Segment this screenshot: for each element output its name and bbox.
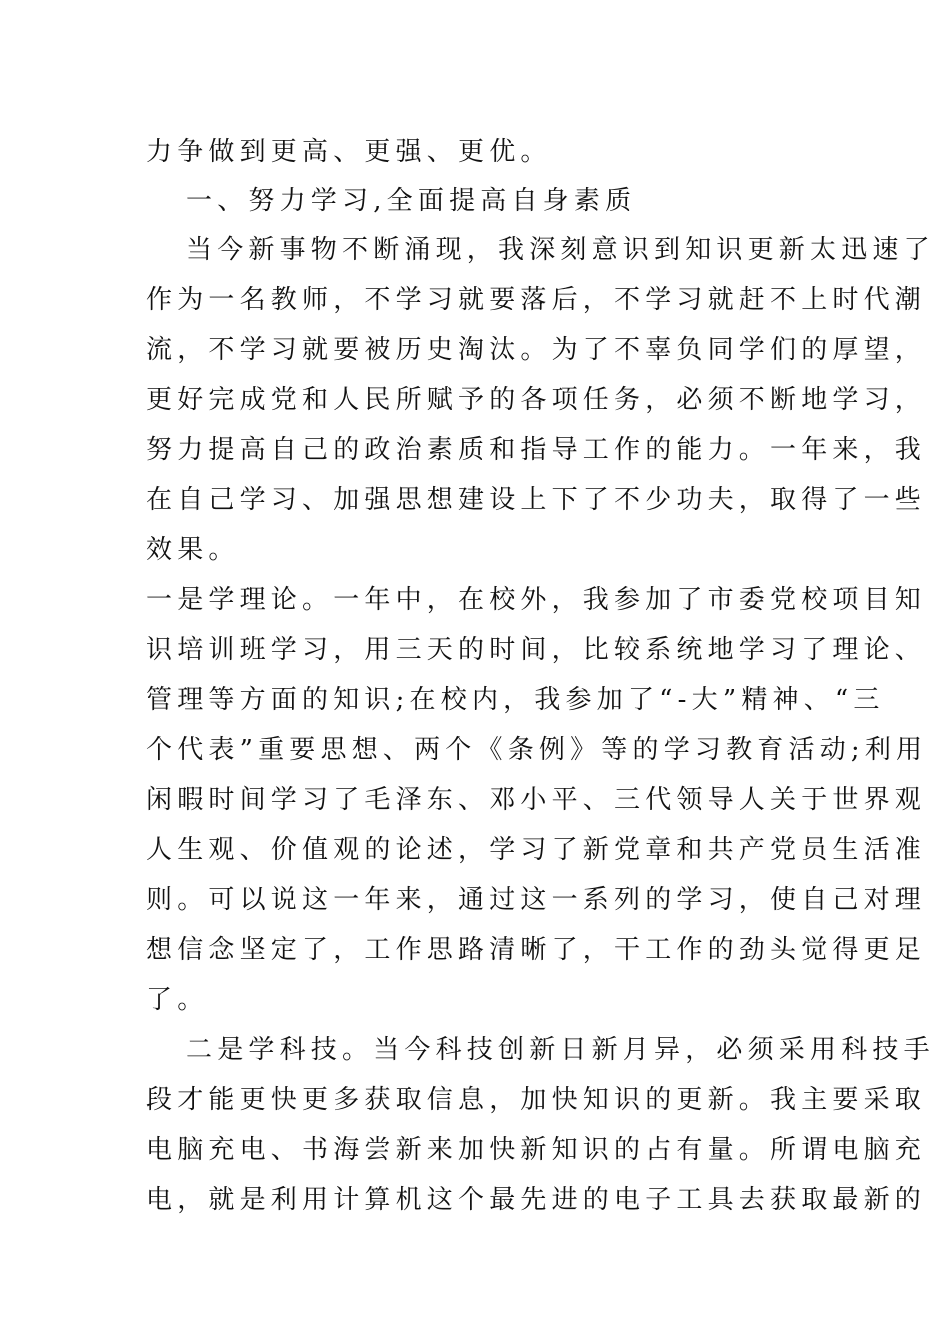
- text-line-8: 在自己学习、加强思想建设上下了不少功夫，取得了一些: [146, 485, 927, 515]
- text-line-20: 段才能更快更多获取信息，加快知识的更新。我主要采取: [146, 1085, 927, 1115]
- text-line-17: 想信念坚定了，工作思路清晰了，干工作的劲头觉得更足: [146, 935, 927, 965]
- text-line-15: 人生观、价值观的论述，学习了新党章和共产党员生活准: [146, 835, 927, 865]
- text-line-21: 电脑充电、书海尝新来加快新知识的占有量。所谓电脑充: [146, 1135, 927, 1165]
- text-line-14: 闲暇时间学习了毛泽东、邓小平、三代领导人关于世界观: [146, 785, 927, 815]
- text-line-11: 识培训班学习，用三天的时间，比较系统地学习了理论、: [146, 635, 927, 665]
- text-line-3: 当今新事物不断涌现，我深刻意识到知识更新太迅速了: [186, 235, 935, 265]
- text-line-18: 了。: [146, 985, 209, 1015]
- text-line-5: 流，不学习就要被历史淘汰。为了不辜负同学们的厚望，: [146, 335, 927, 365]
- text-line-9: 效果。: [146, 535, 240, 565]
- text-line-16: 则。可以说这一年来，通过这一系列的学习，使自己对理: [146, 885, 927, 915]
- text-line-1: 力争做到更高、更强、更优。: [146, 137, 552, 167]
- text-line-4: 作为一名教师，不学习就要落后，不学习就赶不上时代潮: [146, 285, 927, 315]
- text-line-22: 电，就是利用计算机这个最先进的电子工具去获取最新的: [146, 1185, 927, 1215]
- text-line-19: 二是学科技。当今科技创新日新月异，必须采用科技手: [186, 1035, 935, 1065]
- text-line-10: 一是学理论。一年中，在校外，我参加了市委党校项目知: [146, 585, 927, 615]
- text-line-12: 管理等方面的知识;在校内，我参加了“-大”精神、“三: [146, 685, 885, 715]
- section-heading: 一、努力学习,全面提高自身素质: [186, 186, 637, 216]
- text-line-6: 更好完成党和人民所赋予的各项任务，必须不断地学习，: [146, 385, 927, 415]
- text-line-7: 努力提高自己的政治素质和指导工作的能力。一年来，我: [146, 435, 927, 465]
- text-line-13: 个代表”重要思想、两个《条例》等的学习教育活动;利用: [146, 735, 928, 765]
